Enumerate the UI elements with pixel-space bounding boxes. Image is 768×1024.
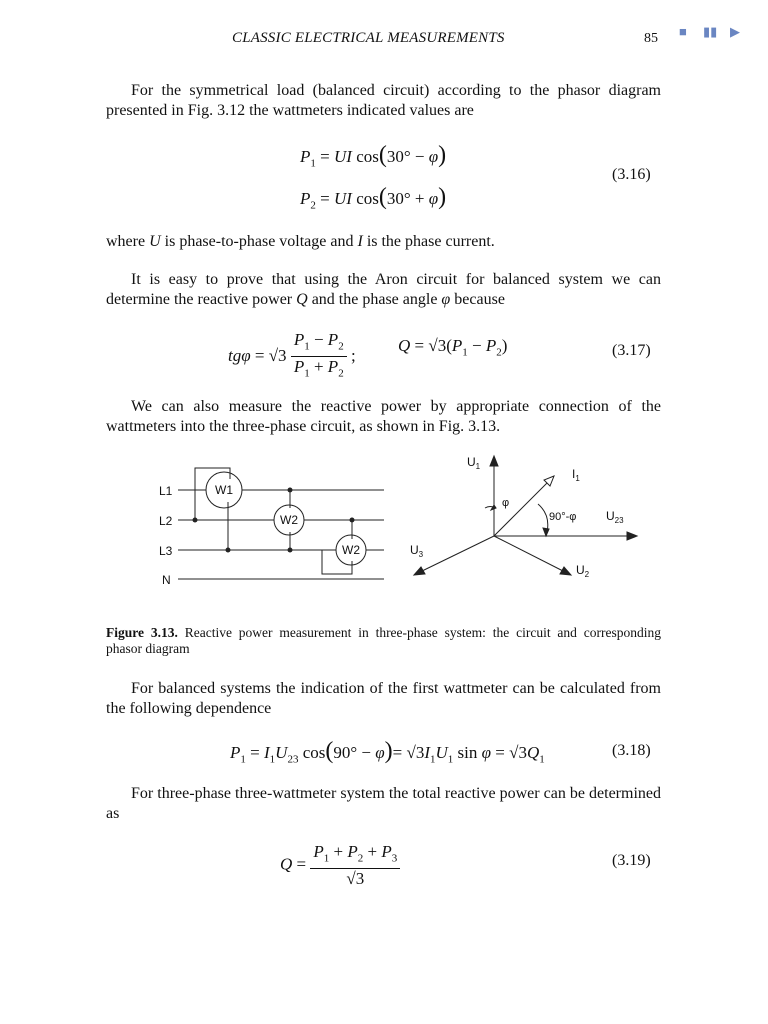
line-label-n: N: [162, 573, 171, 587]
equation-total-q: Q = $\frac{P_1 + P_2 + P_3}{√3}$: [280, 842, 400, 889]
equation-q-aron: $Q = √3(P_1 - P_2)$: [398, 336, 508, 359]
page-number: 85: [644, 31, 658, 46]
equation-p1: $P_1$ = UI cos(30° − φ): [300, 142, 447, 170]
line-label-l3: L3: [159, 544, 173, 558]
wattmeter-w1: W1: [215, 483, 233, 497]
phasor-u2-label: $U_2$: [576, 563, 590, 579]
equation-p2: $P_2$ = UI cos(30° + φ): [300, 184, 447, 212]
equation-tg-phi: tgφ = √3 $\frac{P_1 - P_2}{P_1 + P_2}$ ;: [228, 330, 356, 380]
equation-number-316: (3.16): [612, 166, 651, 183]
angle-label: 90°-φ: [549, 511, 577, 523]
first-page-icon[interactable]: ■: [679, 24, 687, 39]
figure-circuit-phasor: [140, 448, 660, 598]
equation-number-318: (3.18): [612, 742, 651, 759]
line-label-l2: L2: [159, 514, 173, 528]
equation-number-319: (3.19): [612, 852, 651, 869]
paragraph-first-wattmeter: For balanced systems the indication of the first wattmeter can be calculated from the following dependence: [106, 680, 661, 717]
running-header: CLASSIC ELECTRICAL MEASUREMENTS: [232, 30, 505, 46]
pause-icon[interactable]: ▮▮: [703, 24, 718, 39]
equation-p1-reactive: $P_1 = I_1U_{23}$ $\cos(90^\circ - \varphi)= √3I_1U_1$ $\sin \varphi = √3Q_1$: [230, 738, 545, 766]
figure-caption: Figure 3.13. Reactive power measurement in three-phase system: the circuit and corresponding phasor diagram: [106, 625, 662, 656]
phasor-u1-label: $U_1$: [467, 455, 481, 471]
paragraph-reactive-power: We can also measure the reactive power by appropriate connection of the wattmeters into the three-phase circuit, as shown in Fig. 3.13.: [106, 398, 661, 435]
paragraph-three-wattmeter: For three-phase three-wattmeter system the total reactive power can be determined as: [106, 785, 661, 822]
paragraph-aron-circuit: It is easy to prove that using the Aron circuit for balanced system we can determine the reactive power Q and the phase angle φ because: [106, 271, 661, 308]
phasor-u23-label: $U_{23}$: [606, 509, 624, 525]
paragraph-where: where U is phase-to-phase voltage and I is the phase current.: [106, 233, 495, 250]
equation-number-317: (3.17): [612, 342, 651, 359]
phasor-u3-label: $U_3$: [410, 543, 424, 559]
line-label-l1: L1: [159, 484, 173, 498]
phasor-i1-label: $I_1$: [572, 467, 580, 483]
phi-label: φ: [502, 497, 510, 509]
paragraph-wattmeter-values: For the symmetrical load (balanced circuit) according to the phasor diagram presented in Fig. 3.12 the wattmeters indicated values are: [106, 82, 661, 119]
wattmeter-w2: W2: [280, 513, 298, 527]
wattmeter-w3: W2: [342, 543, 360, 557]
next-page-icon[interactable]: ▶: [730, 24, 740, 39]
